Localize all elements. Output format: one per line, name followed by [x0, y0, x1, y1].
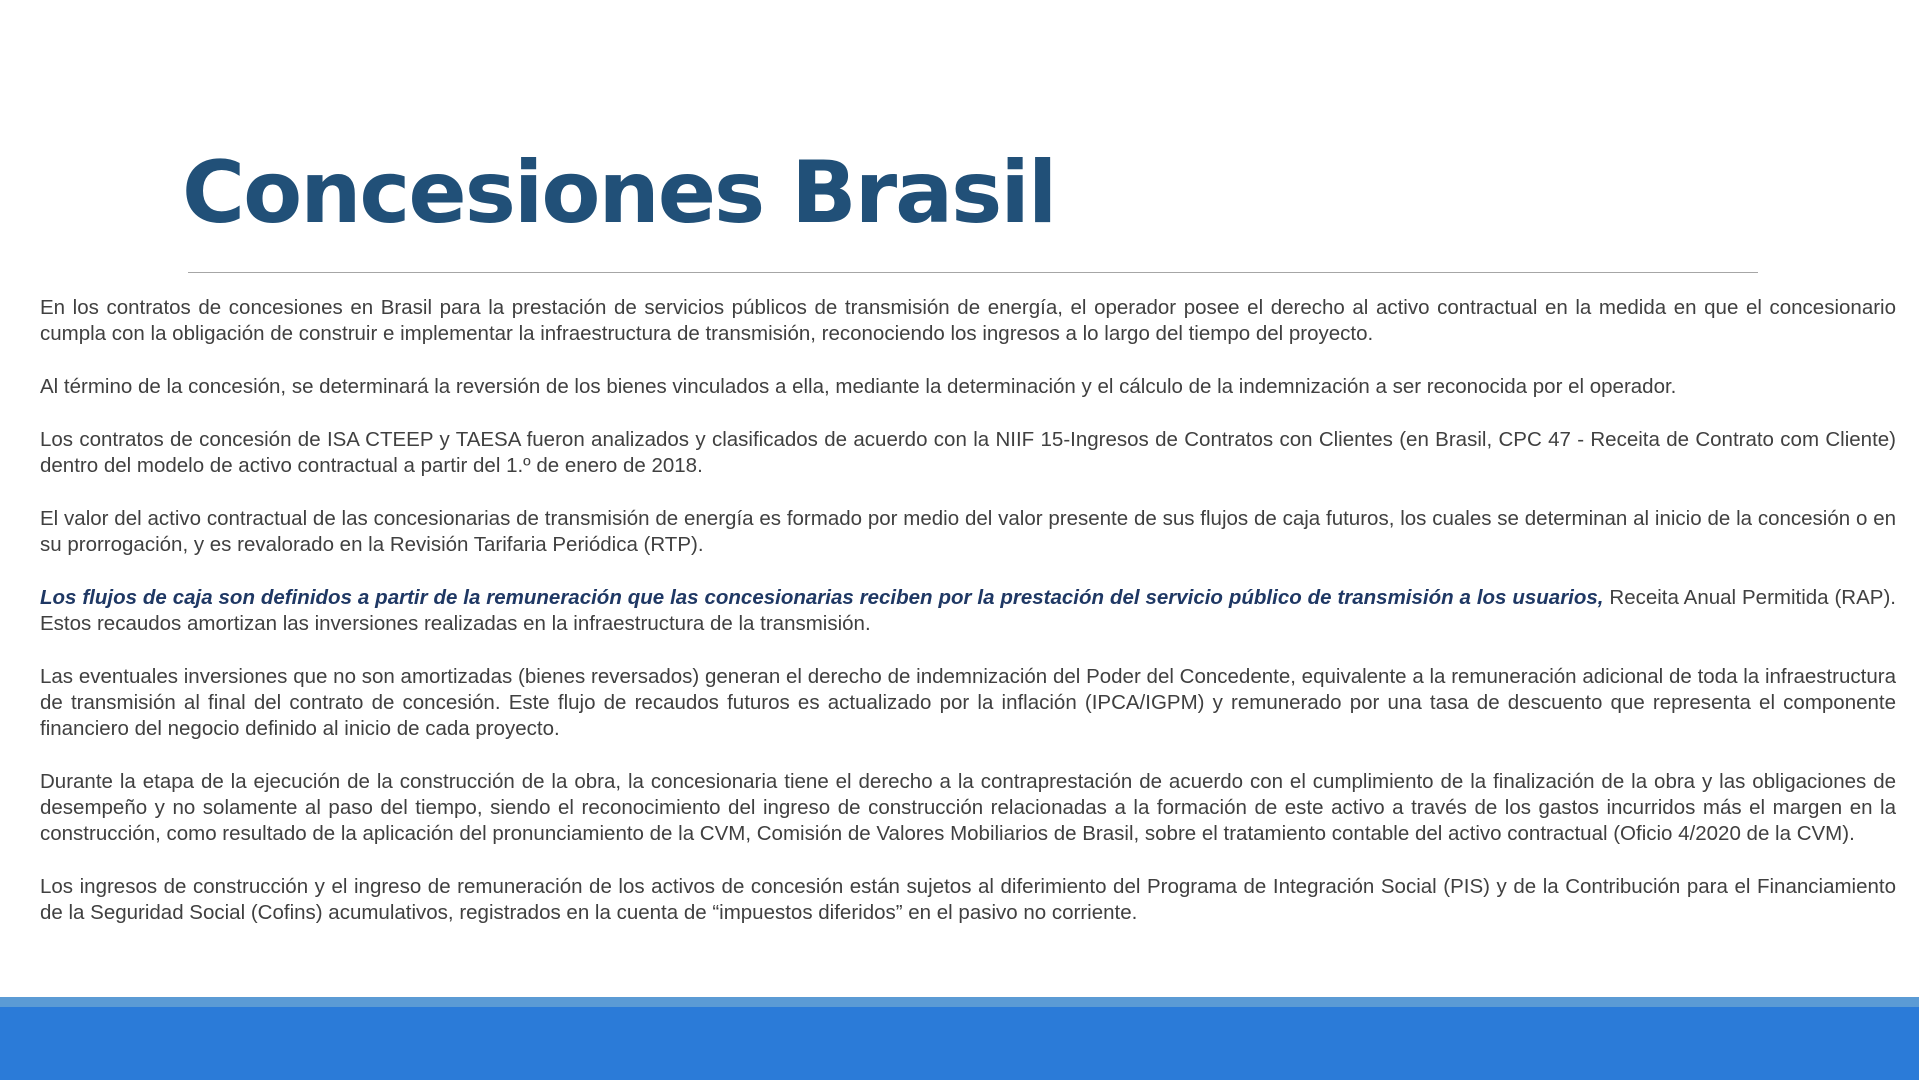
cash-flows-rest: Receita Anual Permitida (RAP). Estos recaudos amortizan las inversiones realizadas en la infraestructura de la transmisión.	[40, 586, 1896, 635]
slide-title: Concesiones Brasil	[182, 143, 1056, 243]
title-divider	[188, 272, 1758, 273]
paragraph-contract-asset-value: El valor del activo contractual de las concesionarias de transmisión de energía es formado por medio del valor presente de sus flujos de caja futuros, los cuales se determinan al inicio de la concesión o en su prorrogación, y es revalorado en la Revisión Tarifaria Periódica (RTP).	[40, 507, 1896, 556]
paragraph-deferred-taxes: Los ingresos de construcción y el ingreso de remuneración de los activos de concesión están sujetos al diferimiento del Programa de Integración Social (PIS) y de la Contribución para el Financiamiento de la Seguridad Social (Cofins) acumulativos, registrados en la cuenta de “impuestos diferidos” en el pasivo no corriente.	[40, 875, 1896, 924]
cash-flows-emphasis: Los flujos de caja son definidos a partir de la remuneración que las concesionarias reciben por la prestación del servicio público de transmisión a los usuarios,	[40, 586, 1604, 609]
paragraph-cash-flows	[40, 585, 1896, 637]
slide-body	[40, 295, 1896, 953]
paragraph-construction: Durante la etapa de la ejecución de la construcción de la obra, la concesionaria tiene el derecho a la contraprestación de acuerdo con el cumplimiento de la finalización de la obra y las obligaciones de desempeño y no solamente al paso del tiempo, siendo el reconocimiento del ingreso de construcción relacionadas a la formación de este activo a través de los gastos incurridos más el margen en la construcción, como resultado de la aplicación del pronunciamiento de la CVM, Comisión de Valores Mobiliarios de Brasil, sobre el tratamiento contable del activo contractual (Oficio 4/2020 de la CVM).	[40, 770, 1896, 845]
paragraph-contracts: En los contratos de concesiones en Brasil para la prestación de servicios públicos de transmisión de energía, el operador posee el derecho al activo contractual en la medida en que el concesionario cumpla con la obligación de construir e implementar la infraestructura de transmisión, reconociendo los ingresos a lo largo del tiempo del proyecto.	[40, 296, 1896, 345]
paragraph-niif15: Los contratos de concesión de ISA CTEEP y TAESA fueron analizados y clasificados de acuerdo con la NIIF 15-Ingresos de Contratos con Clientes (en Brasil, CPC 47 - Receita de Contrato com Cliente) dentro del modelo de activo contractual a partir del 1.º de enero de 2018.	[40, 428, 1896, 477]
footer-band-dark	[0, 1007, 1919, 1080]
footer-band-light	[0, 997, 1919, 1007]
paragraph-reversion: Al término de la concesión, se determinará la reversión de los bienes vinculados a ella, mediante la determinación y el cálculo de la indemnización a ser reconocida por el operador.	[40, 375, 1677, 398]
paragraph-indemnization: Las eventuales inversiones que no son amortizadas (bienes reversados) generan el derecho de indemnización del Poder del Concedente, equivalente a la remuneración adicional de toda la infraestructura de transmisión al final del contrato de concesión. Este flujo de recaudos futuros es actualizado por la inflación (IPCA/IGPM) y remunerado por una tasa de descuento que representa el componente financiero del negocio definido al inicio de cada proyecto.	[40, 665, 1896, 740]
